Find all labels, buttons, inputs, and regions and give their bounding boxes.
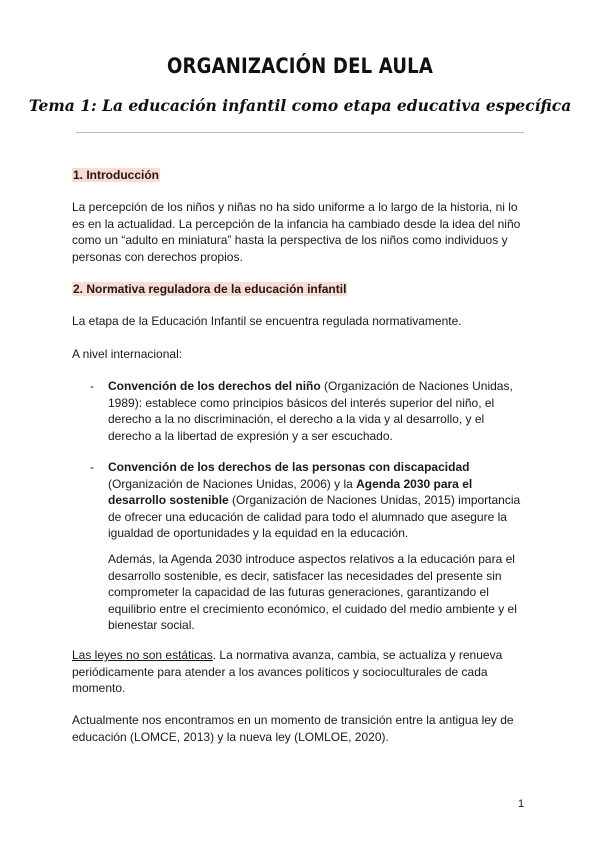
laws-text: . La normativa avanza, cambia, se actualiza y renueva periódicamente para atender a los avances políticos y socioculturales de cada momento. (72, 648, 503, 695)
bullet-item-1 (108, 378, 526, 444)
bullet-marker-1: - (90, 379, 94, 393)
international-label: A nivel internacional: (72, 347, 183, 361)
section2-intro: La etapa de la Educación Infantil se encuentra regulada normativamente. (72, 314, 462, 328)
item2-text2: (Organización de Naciones Unidas, 2015) importancia de ofrecer una educación de calidad para todo el alumnado que asegure la igualdad de oportunidades y la equidad en la educación. (108, 493, 521, 540)
item2-bold1: Convención de los derechos de las personas con discapacidad (108, 460, 470, 474)
bullet-marker-2: - (90, 460, 94, 474)
bullet-item-2 (108, 459, 526, 542)
item1-text: (Organización de Naciones Unidas, 1989): establece como principios básicos del interés superior del niño, el derecho a la no discriminación, el derecho a la vida y al desarrollo, y el derecho a la libertad de expresión y a ser escuchado. (108, 379, 513, 443)
page-number: 1 (518, 798, 525, 810)
laws-underlined: Las leyes no son estáticas (72, 648, 213, 662)
bullet-item-2-extra: Además, la Agenda 2030 introduce aspectos relativos a la educación para el desarrollo sostenible, es decir, satisfacer las necesidades del presente sin comprometer la capacidad de las futuras generaciones, garantizando el equilibrio entre el crecimiento económico, el cuidado del medio ambiente y el bienestar social. (108, 552, 517, 632)
item1-bold: Convención de los derechos del niño (108, 379, 321, 393)
section2-heading: 2. Normativa reguladora de la educación infantil (73, 282, 347, 296)
document-title: ORGANIZACIÓN DEL AULA (166, 54, 434, 78)
laws-paragraph (72, 647, 532, 697)
item2-bold2: Agenda 2030 para el desarrollo sostenible (108, 476, 473, 507)
section2-heading-line (72, 281, 532, 298)
title-divider (76, 132, 524, 133)
item2-text1: (Organización de Naciones Unidas, 2006) y la (108, 476, 357, 491)
section1-heading-line (72, 167, 532, 184)
section1-paragraph: La percepción de los niños y niñas no ha sido uniforme a lo largo de la historia, ni lo es en la actualidad. La percepción de la infancia ha cambiado desde la idea del niño como un “adulto en miniatura” hasta la perspectiva de los niños como individuos y personas con derechos propios. (72, 200, 521, 264)
section1-heading: 1. Introducción (73, 168, 160, 182)
transition-paragraph: Actualmente nos encontramos en un momento de transición entre la antigua ley de educación (LOMCE, 2013) y la nueva ley (LOMLOE, 2020). (72, 713, 514, 744)
document-subtitle: Tema 1: La educación infantil como etapa educativa específica (28, 96, 572, 115)
